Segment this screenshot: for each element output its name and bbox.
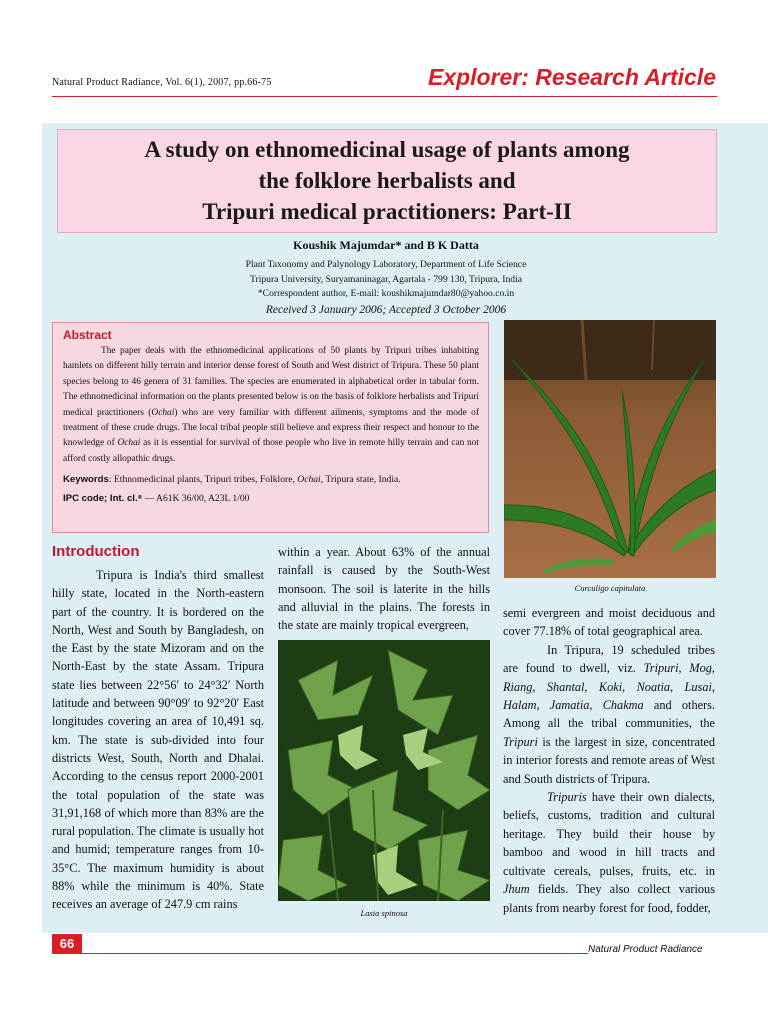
- introduction-heading: Introduction: [52, 543, 140, 560]
- keywords: [63, 473, 479, 487]
- title-line-1: A study on ethnomedicinal usage of plants among: [144, 137, 630, 162]
- intro-paragraph-1: Tripura is India's third smallest hilly state, located in the North-eastern part of the country. It is bordered on the North, West and South by Bangladesh, on the East by the state Mizoram and on the North-East by the state Assam. Tripura state lies between 22°56′ to 24°32′ North latitude and between 90°09′ to 92°20′ East longitudes covering an area of 10,491 sq. km. The state is sub-divided into four districts West, South, North and Dhalai. According to the census report 2000-2001 the total population of the state was 31,91,168 of which more than 83% are the rural population. The climate is usually hot and humid; temperature ranges from 10-35°C. The maximum humidity is about 88% while the minimum is 40%. State receives an average of 247.9 cm rains: [52, 568, 264, 912]
- col3-paragraph-1: semi evergreen and moist deciduous and cover 77.18% of total geographical area.: [503, 606, 715, 639]
- col3-paragraph-2: In Tripura, 19 scheduled tribes are found to dwell, viz. Tripuri, Mog, Riang, Shantal, Koki, Noatia, Lusai, Halam, Jamatia, Chakma and others. Among all the tribal communities, the Tripuri is the largest in size, concentrated in interior forests and remote areas of West and South districts of Tripura.: [503, 642, 716, 786]
- tribe-name: Lusai: [684, 679, 712, 694]
- abstract-heading: Abstract: [63, 328, 112, 342]
- tribe-name: Tripuri: [503, 734, 538, 749]
- footer-divider: [82, 953, 588, 954]
- tribe-name: Koki: [598, 679, 623, 694]
- page-number: 66: [52, 934, 82, 954]
- section-label: Explorer: Research Article: [427, 64, 716, 90]
- authors: Koushik Majumdar* and B K Datta: [293, 238, 479, 252]
- plant-photo-2: [278, 640, 490, 901]
- ipc-text: — A61K 36/00, A23L 1/00: [142, 493, 250, 505]
- keywords-italic: Ochai: [297, 474, 321, 486]
- affiliation-line-1: Plant Taxonomy and Palynology Laboratory, Department of Life Science: [245, 259, 527, 270]
- abstract-text-part: ) who are very familiar with different ailments, symptoms and the mode of treatment of these crude drugs. The local tribal people still believe and express their respect and honour to the knowledge of: [63, 407, 479, 449]
- col3-text: and others. Among all the tribal communities, the: [503, 698, 716, 731]
- intro-column-2: within a year. About 63% of the annual rainfall is caused by the South-West monsoon. The soil is laterite in the hills and alluvial in the plains. The forests in the state are mainly tropical evergreen,: [278, 545, 490, 633]
- tribe-name: Tripuri: [643, 661, 679, 676]
- abstract-text-part: as it is essential for survival of those people who live in remote hilly terrain and can not afford costly allopathic drugs.: [63, 438, 479, 464]
- affiliation-line-3: *Correspondent author, E-mail: koushikmajumdar80@yahoo.co.in: [257, 288, 515, 299]
- abstract-italic-term: Ochai: [151, 407, 175, 418]
- figure-1-caption: Curculigo capitulata: [574, 583, 646, 593]
- header-divider: [52, 96, 717, 97]
- tribe-name: Mog: [689, 661, 712, 676]
- tribe-name: Riang: [503, 679, 533, 694]
- affiliation: [57, 258, 715, 302]
- tribe-name: Chakma: [602, 698, 644, 713]
- photo-lasia: [278, 640, 490, 901]
- keywords-end: , Tripura state, India.: [320, 474, 401, 486]
- affiliation-line-2: Tripura University, Suryamaninagar, Agartala - 799 130, Tripura, India: [249, 273, 522, 285]
- ipc-code: [63, 493, 479, 504]
- col3-paragraph-3: [503, 788, 715, 917]
- tribe-name: Tripuris: [547, 790, 587, 805]
- photo-curculigo: [504, 320, 716, 578]
- keywords-label: Keywords: [63, 474, 109, 486]
- title-line-3: Tripuri medical practitioners: Part-II: [202, 199, 572, 224]
- plant-photo-1: [504, 320, 716, 578]
- col3-text: In Tripura, 19 scheduled tribes are found to dwell, viz.: [503, 642, 715, 676]
- intro-column-1: [52, 566, 264, 914]
- title-line-2: the folklore herbalists and: [258, 168, 516, 193]
- abstract-box: [52, 322, 489, 533]
- footer-journal: Natural Product Radiance: [588, 944, 703, 955]
- journal-citation: Natural Product Radiance, Vol. 6(1), 2007, pp.66-75: [52, 77, 272, 88]
- received-dates: Received 3 January 2006; Accepted 3 October 2006: [265, 304, 507, 316]
- figure-2-caption: Lasia spinosa: [360, 908, 408, 918]
- tribe-name: Jamatia: [549, 698, 590, 713]
- jhum-term: Jhum: [503, 882, 530, 897]
- intro-column-3: [503, 604, 715, 917]
- tribe-name: Halam: [503, 698, 537, 713]
- tribe-name: Shantal: [546, 679, 585, 694]
- keywords-text: : Ethnomedicinal plants, Tripuri tribes, Folklore,: [108, 474, 298, 486]
- abstract-text: [63, 344, 479, 467]
- col3-text: have their own dialects, beliefs, customs, tradition and cultural heritage. They build their house by bamboo and wood in hill tracts and cultivate cereals, pulses, fruits, etc. in: [503, 790, 715, 878]
- ipc-label: IPC code; Int. cl.⁸: [63, 493, 143, 505]
- tribe-name: Noatia: [636, 679, 671, 694]
- abstract-italic-term: Ochai: [117, 438, 141, 449]
- article-title-box: [57, 129, 717, 233]
- abstract-text-part: The paper deals with the ethnomedicinal applications of 50 plants by Tripuri tribes inhabiting hamlets on different hilly terrain and interior dense forest of South and West district of Tripura. These 50 plant species belong to 46 genera of 31 families. The species are enumerated in alphabetical order in tabular form. The ethnomedicinal information on the plants presented below is on the basis of folklore herbalists and Tripuri medical practitioners (: [63, 346, 479, 418]
- col3-text: fields. They also collect various plants from nearby forest for food, fodder,: [503, 882, 715, 915]
- col3-text: is the largest in size, concentrated in interior forests and remote areas of West and South districts of Tripura.: [503, 734, 715, 786]
